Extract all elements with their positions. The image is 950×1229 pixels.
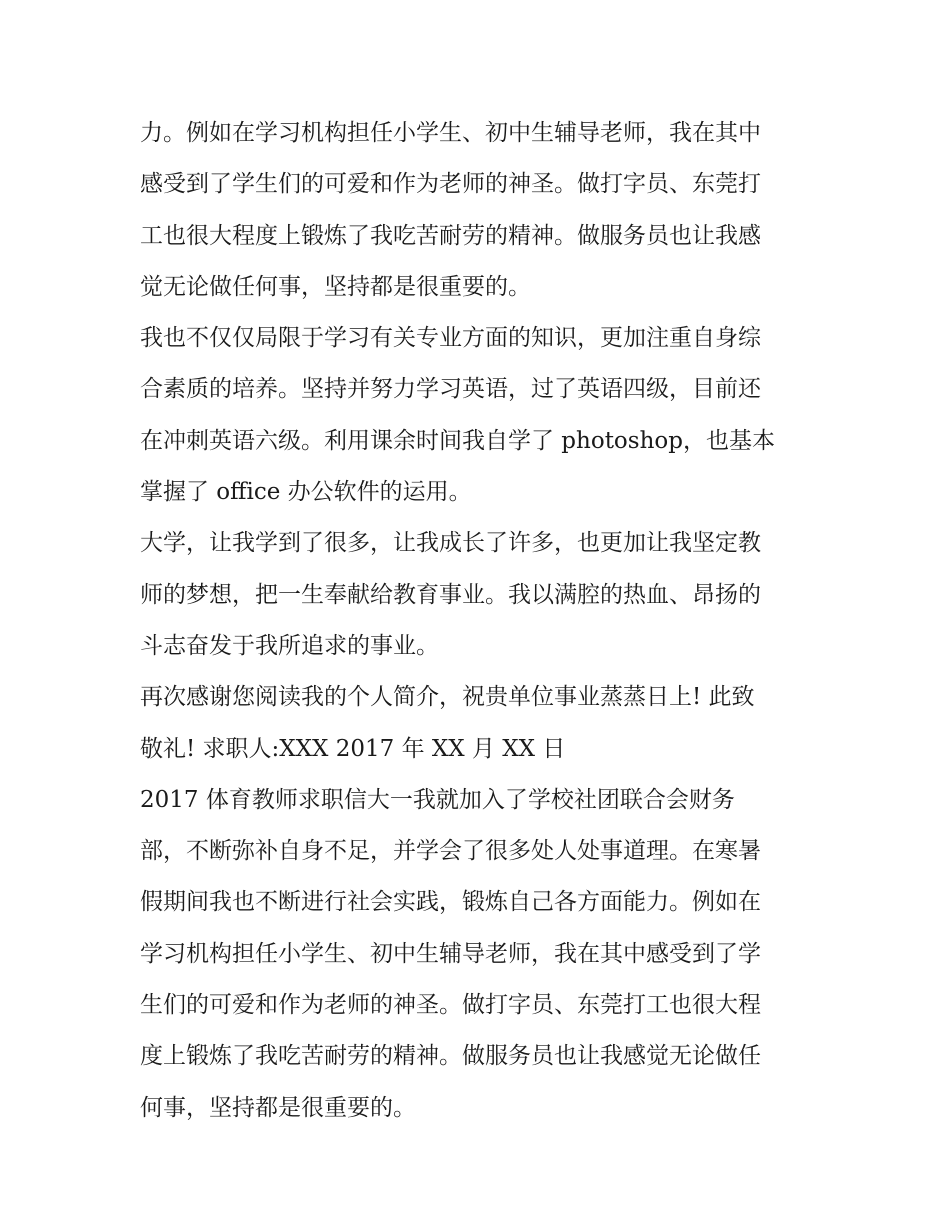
text-line: 掌握了 office 办公软件的运用。 — [140, 479, 472, 506]
text-line: 大学，让我学到了很多，让我成长了许多，也更加让我坚定教 — [140, 530, 761, 557]
text-line: 在冲刺英语六级。利用课余时间我自学了 photoshop，也基本 — [140, 427, 775, 454]
text-line: 工也很大程度上锻炼了我吃苦耐劳的精神。做服务员也让我感 — [140, 222, 761, 249]
text-line: 力。例如在学习机构担任小学生、初中生辅导老师，我在其中 — [140, 120, 761, 146]
text-line: 斗志奋发于我所追求的事业。 — [140, 632, 439, 659]
text-line: 合素质的培养。坚持并努力学习英语，过了英语四级，目前还 — [140, 376, 761, 403]
text-line: 何事，坚持都是很重要的。 — [140, 1094, 416, 1121]
text-line: 假期间我也不断进行社会实践，锻炼自己各方面能力。例如在 — [140, 889, 761, 916]
text-line: 2017 体育教师求职信大一我就加入了学校社团联合会财务 — [140, 786, 735, 813]
document-body — [140, 108, 820, 1134]
text-line: 度上锻炼了我吃苦耐劳的精神。做服务员也让我感觉无论做任 — [140, 1043, 761, 1070]
text-line: 我也不仅仅局限于学习有关专业方面的知识，更加注重自身综 — [140, 325, 761, 352]
text-line: 再次感谢您阅读我的个人简介，祝贵单位事业蒸蒸日上! 此致 — [140, 684, 755, 711]
text-line: 学习机构担任小学生、初中生辅导老师，我在其中感受到了学 — [140, 940, 761, 967]
text-line: 觉无论做任何事，坚持都是很重要的。 — [140, 273, 531, 300]
text-line: 敬礼! 求职人:XXX 2017 年 XX 月 XX 日 — [140, 735, 566, 762]
text-line: 部，不断弥补自身不足，并学会了很多处人处事道理。在寒暑 — [140, 838, 761, 865]
text-line: 师的梦想，把一生奉献给教育事业。我以满腔的热血、昂扬的 — [140, 581, 761, 608]
text-line: 生们的可爱和作为老师的神圣。做打字员、东莞打工也很大程 — [140, 992, 761, 1019]
text-line: 感受到了学生们的可爱和作为老师的神圣。做打字员、东莞打 — [140, 171, 761, 198]
